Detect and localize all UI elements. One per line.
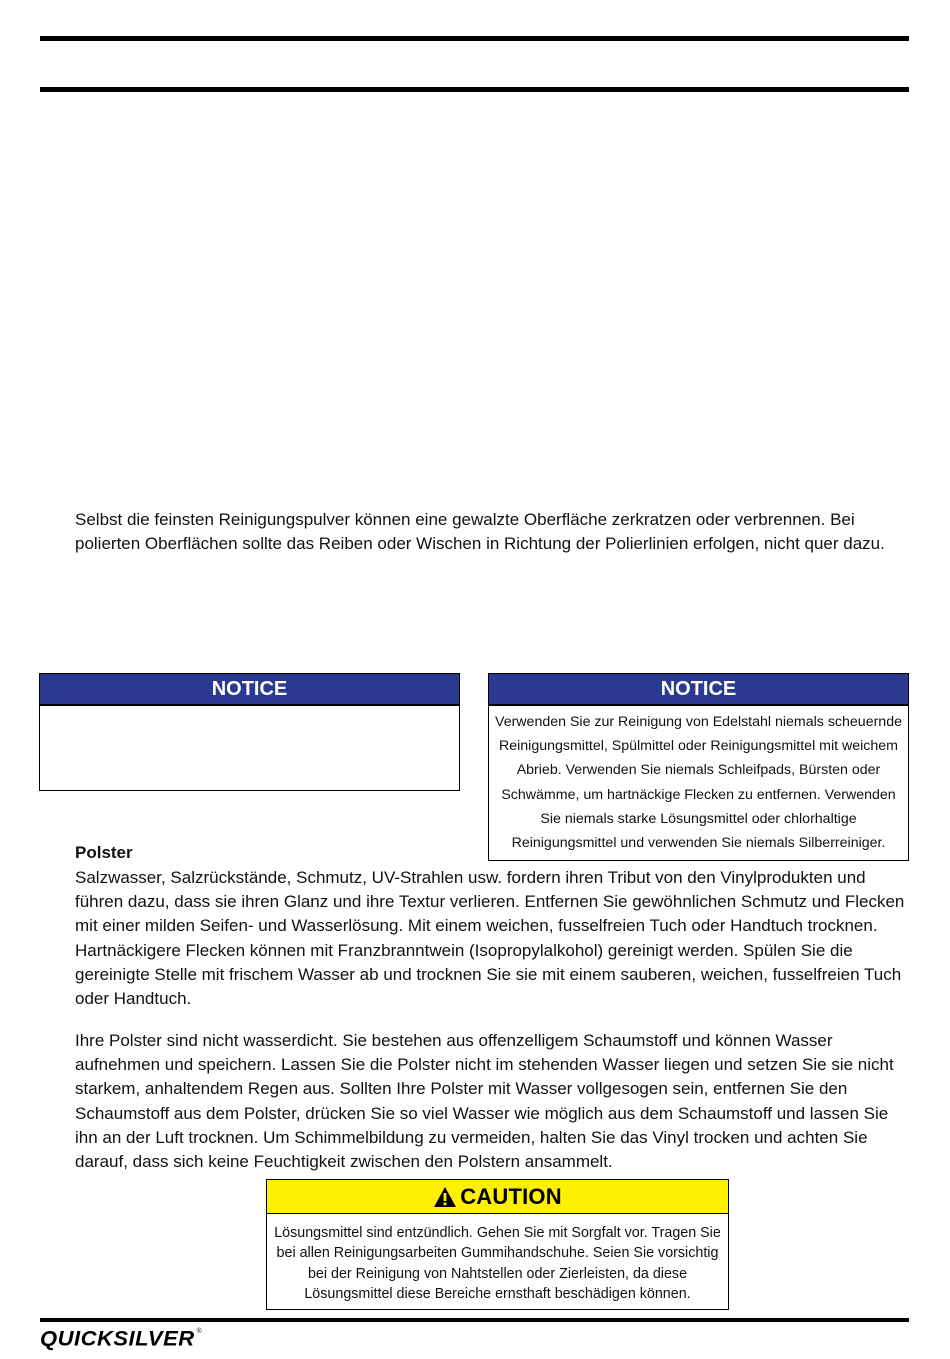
- registered-mark: ®: [196, 1328, 202, 1335]
- caution-header: [267, 1180, 728, 1214]
- notice-body: Verwenden Sie zur Reinigung von Edelstahl niemals scheuernde Reinigungsmittel, Spülmittel oder Reinigungsmittel mit weichem Abrieb. Verwenden Sie niemals Schleifpads, Bürsten oder Schwämme, um hartnäckige Flecken zu entfernen. Verwenden Sie niemals starke Lösungsmittel oder chlorhaltige Reinigungsmittel und verwenden Sie niemals Silberreiniger.: [495, 714, 902, 852]
- header-rule-bottom: [40, 87, 909, 92]
- notice-header: NOTICE: [40, 674, 459, 706]
- section-heading-polster: Polster: [75, 843, 133, 862]
- notice-box-left: [39, 673, 460, 791]
- notice-box-right: [488, 673, 909, 861]
- footer-rule: [40, 1318, 909, 1322]
- notice-body: [40, 706, 459, 710]
- notice-header: NOTICE: [489, 674, 908, 706]
- header-rule-top: [40, 36, 909, 41]
- paragraph-stainless-polish: Selbst die feinsten Reinigungspulver können eine gewalzte Oberfläche zerkratzen oder verbrennen. Bei polierten Oberflächen sollte das Reiben oder Wischen in Richtung der Polierlinien erfolgen, nicht quer dazu.: [75, 510, 885, 554]
- warning-triangle-icon: [433, 1186, 457, 1208]
- caution-box: [266, 1179, 729, 1310]
- paragraph-polster-water: Ihre Polster sind nicht wasserdicht. Sie bestehen aus offenzelligem Schaumstoff und können Wasser aufnehmen und speichern. Lassen Sie die Polster nicht im stehenden Wasser liegen und setzen Sie sie nicht starkem, anhaltendem Regen aus. Sollten Ihre Polster mit Wasser vollgesogen sein, entfernen Sie den Schaumstoff aus dem Polster, drücken Sie so viel Wasser wie möglich aus dem Schaumstoff und lassen Sie ihn an der Luft trocknen. Um Schimmelbildung zu vermeiden, halten Sie das Vinyl trocken und achten Sie darauf, dass sich keine Feuchtigkeit zwischen den Polstern ansammelt.: [75, 1031, 894, 1172]
- caution-body: Lösungsmittel sind entzündlich. Gehen Sie mit Sorgfalt vor. Tragen Sie bei allen Reinigungsarbeiten Gummihandschuhe. Seien Sie vorsichtig bei der Reinigung von Nahtstellen oder Zierleisten, da diese Lösungsmittel diese Bereiche ernsthaft beschädigen können.: [274, 1225, 721, 1302]
- quicksilver-logo: [40, 1327, 202, 1351]
- logo-text: QUICKSILVER: [40, 1326, 195, 1351]
- paragraph-polster-cleaning: Salzwasser, Salzrückstände, Schmutz, UV-Strahlen usw. fordern ihren Tribut von den Vinylprodukten und führen dazu, dass sie ihren Glanz und ihre Textur verlieren. Entfernen Sie gewöhnlichen Schmutz und Flecken mit einer milden Seifen- und Wasserlösung. Mit einem weichen, fusselfreien Tuch oder Handtuch trocknen. Hartnäckigere Flecken können mit Franzbranntwein (Isopropylalkohol) gereinigt werden. Spülen Sie die gereinigte Stelle mit frischem Wasser ab und trocknen Sie sie mit einem sauberen, weichen, fusselfreien Tuch oder Handtuch.: [75, 868, 905, 1009]
- caution-label: CAUTION: [460, 1183, 562, 1209]
